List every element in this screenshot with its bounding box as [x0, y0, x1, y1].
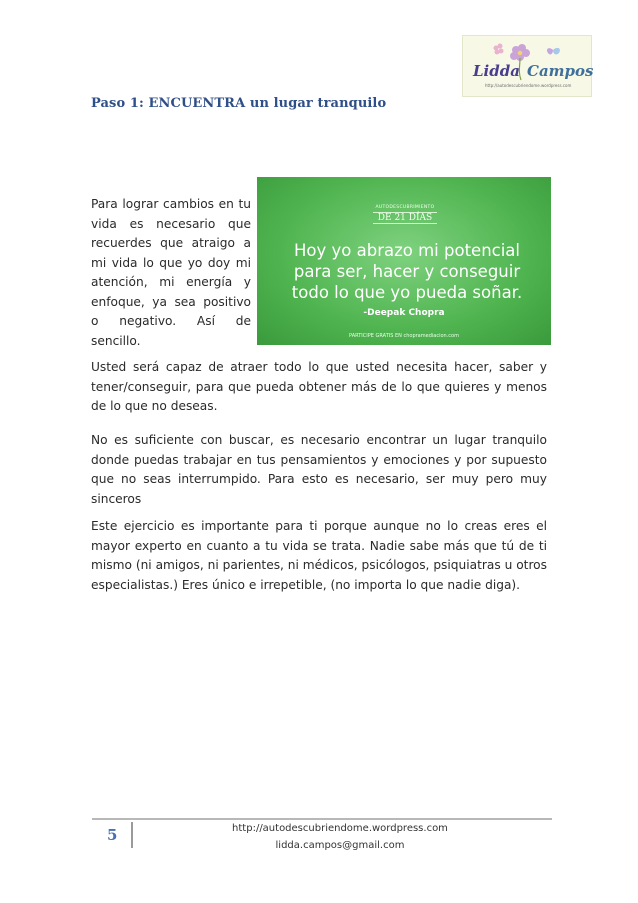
badge-small-text: AUTODESCUBRIMIENTO — [375, 205, 435, 210]
quote-footer: PARTICIPE GRATIS EN chopramediacion.com — [349, 333, 459, 339]
paragraph-attract: Usted será capaz de atraer todo lo que usted necesita hacer, saber y tener/conseguir, para que pueda obtener más de lo que quieres y menos de lo que no deseas. — [91, 360, 547, 413]
logo-tagline: http://autodescubriendome.wordpress.com — [485, 83, 572, 88]
footer-divider — [92, 818, 552, 820]
logo-word-campos: Campos — [527, 62, 594, 80]
quote-author: -Deepak Chopra — [363, 308, 445, 318]
footer-email[interactable]: lidda.campos@gmail.com — [275, 840, 405, 851]
quote-text: Hoy yo abrazo mi potencial para ser, hacer y conseguir todo lo que yo pueda soñar. — [291, 241, 523, 302]
page-number: 5 — [107, 826, 118, 844]
challenge-badge — [373, 205, 437, 224]
badge-big-text: DE 21 DÍAS — [373, 212, 437, 224]
footer-url[interactable]: http://autodescubriendome.wordpress.com — [232, 823, 448, 834]
logo-word-lidda: Lidda — [473, 62, 520, 80]
quote-image — [257, 177, 551, 345]
paragraph-exercise: Este ejercicio es importante para ti porque aunque no lo creas eres el mayor experto en cuanto a tu vida se trata. Nadie sabe más que tú de ti mismo (ni amigos, ni parientes, ni médicos, psicólogos, psiquiatras u otros especialistas.) Eres único e irrepetible, (no importa lo que nadie diga). — [91, 519, 547, 592]
paragraph-intro: Para lograr cambios en tu vida es necesario que recuerdes que atraigo a mi vida lo que yo doy mi atención, mi energía y enfoque, ya sea positivo o negativo. Así de sencillo. — [91, 197, 251, 348]
brand-logo — [462, 35, 592, 97]
page-number-separator — [131, 822, 133, 848]
section-heading: Paso 1: ENCUENTRA un lugar tranquilo — [91, 96, 387, 111]
paragraph-quiet-place: No es suficiente con buscar, es necesario encontrar un lugar tranquilo donde puedas trabajar en tus pensamientos y emociones y por supuesto que no seas interrumpido. Para esto es necesario, ser muy pero muy sinceros — [91, 433, 547, 506]
